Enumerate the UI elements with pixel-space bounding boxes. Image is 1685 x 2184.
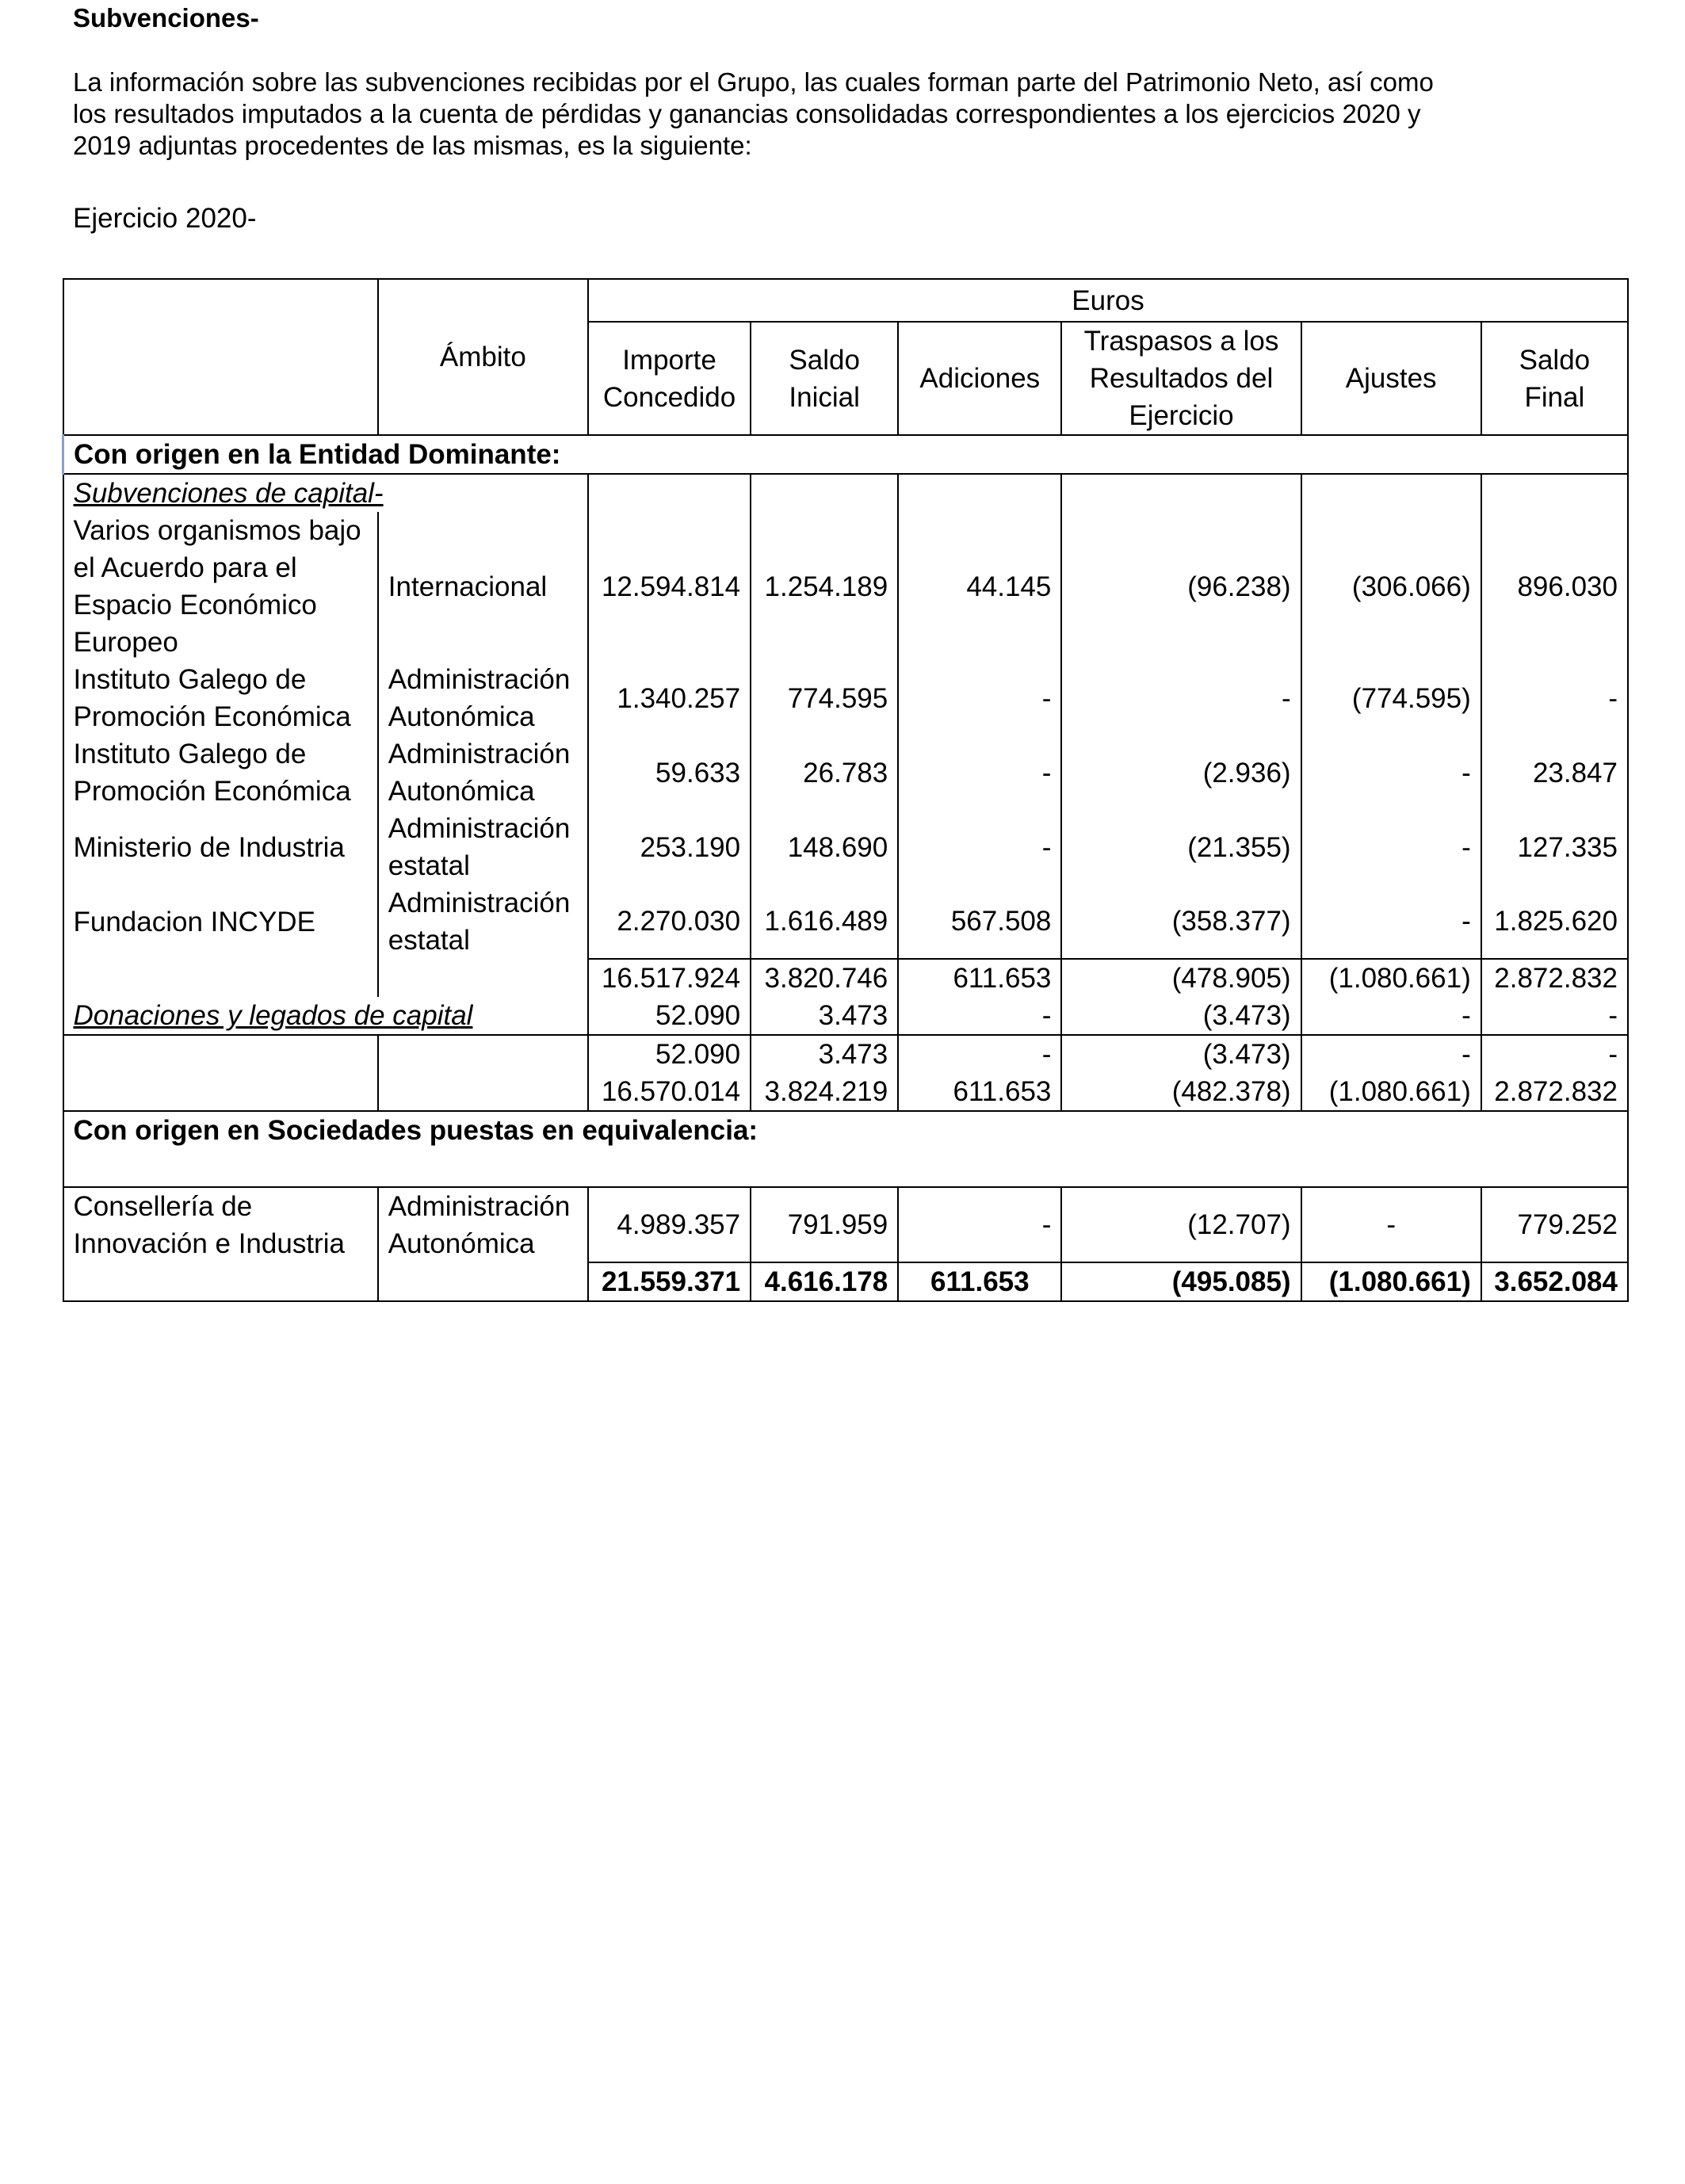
cell-importe: 1.340.257 xyxy=(588,661,751,735)
subtotal-capital-row xyxy=(63,959,1629,997)
cell-saldo-final: 896.030 xyxy=(1481,512,1628,661)
row-name: Consellería de Innovación e Industria xyxy=(63,1187,378,1262)
cell-importe: 59.633 xyxy=(588,735,751,810)
table-row xyxy=(63,735,1629,810)
intro-paragraph xyxy=(73,67,1531,162)
row-name: Instituto Galego de Promoción Económica xyxy=(63,661,378,735)
cell-saldo-final: 127.335 xyxy=(1481,810,1628,884)
cell-ajustes: - xyxy=(1301,997,1481,1035)
table-row xyxy=(63,810,1629,884)
subtotal-donaciones-row xyxy=(63,1035,1629,1073)
total-saldo-inicial: 3.824.219 xyxy=(751,1073,898,1111)
header-importe: Importe Concedido xyxy=(588,322,751,435)
cell-saldo-final: 779.252 xyxy=(1481,1187,1628,1262)
cell-adiciones: - xyxy=(898,735,1061,810)
cell-ajustes: - xyxy=(1301,735,1481,810)
year-heading: Ejercicio 2020- xyxy=(73,203,257,234)
header-adiciones: Adiciones xyxy=(898,322,1061,435)
row-ambito: Administración estatal xyxy=(378,884,588,959)
cell-traspasos: (21.355) xyxy=(1061,810,1301,884)
header-ambito: Ámbito xyxy=(378,279,588,435)
cell-adiciones: - xyxy=(898,997,1061,1035)
header-saldo-final: Saldo Final xyxy=(1481,322,1628,435)
total-importe: 16.570.014 xyxy=(588,1073,751,1111)
cell-saldo-inicial: 774.595 xyxy=(751,661,898,735)
row-name: Ministerio de Industria xyxy=(63,810,378,884)
cell-saldo-final: - xyxy=(1481,997,1628,1035)
subtotal-traspasos: (3.473) xyxy=(1061,1035,1301,1073)
cell-traspasos: (96.238) xyxy=(1061,512,1301,661)
cell-ajustes: - xyxy=(1301,810,1481,884)
cell-importe: 4.989.357 xyxy=(588,1187,751,1262)
subtotal-traspasos: (478.905) xyxy=(1061,959,1301,997)
grand-total-importe: 21.559.371 xyxy=(588,1262,751,1301)
row-ambito: Administración estatal xyxy=(378,810,588,884)
header-traspasos: Traspasos a los Resultados del Ejercicio xyxy=(1061,322,1301,435)
subtotal-saldo-final: 2.872.832 xyxy=(1481,959,1628,997)
cell-saldo-inicial: 1.616.489 xyxy=(751,884,898,959)
table-row xyxy=(63,1187,1629,1262)
cell-traspasos: (358.377) xyxy=(1061,884,1301,959)
subtotal-adiciones: - xyxy=(898,1035,1061,1073)
cell-saldo-final: 23.847 xyxy=(1481,735,1628,810)
subtotal-saldo-inicial: 3.473 xyxy=(751,1035,898,1073)
section-equivalencia: Con origen en Sociedades puestas en equivalencia: xyxy=(63,1111,1629,1187)
subtotal-saldo-inicial: 3.820.746 xyxy=(751,959,898,997)
cell-saldo-inicial: 26.783 xyxy=(751,735,898,810)
cell-adiciones: 44.145 xyxy=(898,512,1061,661)
grand-total-saldo-final: 3.652.084 xyxy=(1481,1262,1628,1301)
cell-saldo-inicial: 1.254.189 xyxy=(751,512,898,661)
cell-saldo-final: 1.825.620 xyxy=(1481,884,1628,959)
cell-importe: 253.190 xyxy=(588,810,751,884)
cell-traspasos: - xyxy=(1061,661,1301,735)
row-name: Fundacion INCYDE xyxy=(63,884,378,959)
subtotal-adiciones: 611.653 xyxy=(898,959,1061,997)
intro-line: La información sobre las subvenciones recibidas por el Grupo, las cuales forman parte del Patrimonio Neto, así como xyxy=(73,67,1434,97)
cell-saldo-inicial: 791.959 xyxy=(751,1187,898,1262)
table-row xyxy=(63,661,1629,735)
subtotal-importe: 52.090 xyxy=(588,1035,751,1073)
grand-total-traspasos: (495.085) xyxy=(1061,1262,1301,1301)
cell-ajustes: (306.066) xyxy=(1301,512,1481,661)
cell-adiciones: - xyxy=(898,810,1061,884)
grand-total-ajustes: (1.080.661) xyxy=(1301,1262,1481,1301)
row-name: Instituto Galego de Promoción Económica xyxy=(63,735,378,810)
table-row xyxy=(63,512,1629,661)
total-ajustes: (1.080.661) xyxy=(1301,1073,1481,1111)
cell-saldo-inicial: 3.473 xyxy=(751,997,898,1035)
cell-traspasos: (2.936) xyxy=(1061,735,1301,810)
cell-ajustes: (774.595) xyxy=(1301,661,1481,735)
total-traspasos: (482.378) xyxy=(1061,1073,1301,1111)
grand-total-row xyxy=(63,1262,1629,1301)
cell-saldo-final: - xyxy=(1481,661,1628,735)
total-saldo-final: 2.872.832 xyxy=(1481,1073,1628,1111)
total-dominante-row xyxy=(63,1073,1629,1111)
cell-importe: 52.090 xyxy=(588,997,751,1035)
table-row xyxy=(63,884,1629,959)
cell-adiciones: - xyxy=(898,661,1061,735)
header-euros: Euros xyxy=(588,279,1628,322)
subtotal-ajustes: (1.080.661) xyxy=(1301,959,1481,997)
total-adiciones: 611.653 xyxy=(898,1073,1061,1111)
donaciones-row xyxy=(63,997,1629,1035)
cell-importe: 12.594.814 xyxy=(588,512,751,661)
row-ambito: Administración Autonómica xyxy=(378,661,588,735)
subsidies-table xyxy=(62,278,1629,1302)
row-ambito: Internacional xyxy=(378,512,588,661)
cell-adiciones: 567.508 xyxy=(898,884,1061,959)
cell-adiciones: - xyxy=(898,1187,1061,1262)
subsection-capital: Subvenciones de capital- xyxy=(63,474,588,512)
subtotal-importe: 16.517.924 xyxy=(588,959,751,997)
cell-traspasos: (3.473) xyxy=(1061,997,1301,1035)
grand-total-saldo-inicial: 4.616.178 xyxy=(751,1262,898,1301)
row-ambito: Administración Autonómica xyxy=(378,1187,588,1262)
header-ajustes: Ajustes xyxy=(1301,322,1481,435)
cell-ajustes: - xyxy=(1301,1187,1481,1262)
section-dominante: Con origen en la Entidad Dominante: xyxy=(63,435,1629,474)
subtotal-ajustes: - xyxy=(1301,1035,1481,1073)
row-name: Varios organismos bajo el Acuerdo para el Espacio Económico Europeo xyxy=(63,512,378,661)
cell-traspasos: (12.707) xyxy=(1061,1187,1301,1262)
cell-importe: 2.270.030 xyxy=(588,884,751,959)
grand-total-adiciones: 611.653 xyxy=(898,1262,1061,1301)
donaciones-label: Donaciones y legados de capital xyxy=(63,997,588,1035)
intro-line: los resultados imputados a la cuenta de pérdidas y ganancias consolidadas correspondientes a los ejercicios 2020 y xyxy=(73,99,1421,128)
row-ambito: Administración Autonómica xyxy=(378,735,588,810)
subtotal-saldo-final: - xyxy=(1481,1035,1628,1073)
section-title: Subvenciones- xyxy=(73,3,259,32)
cell-ajustes: - xyxy=(1301,884,1481,959)
cell-saldo-inicial: 148.690 xyxy=(751,810,898,884)
header-blank-cell xyxy=(63,279,378,435)
header-saldo-inicial: Saldo Inicial xyxy=(751,322,898,435)
intro-line: 2019 adjuntas procedentes de las mismas, es la siguiente: xyxy=(73,131,752,160)
